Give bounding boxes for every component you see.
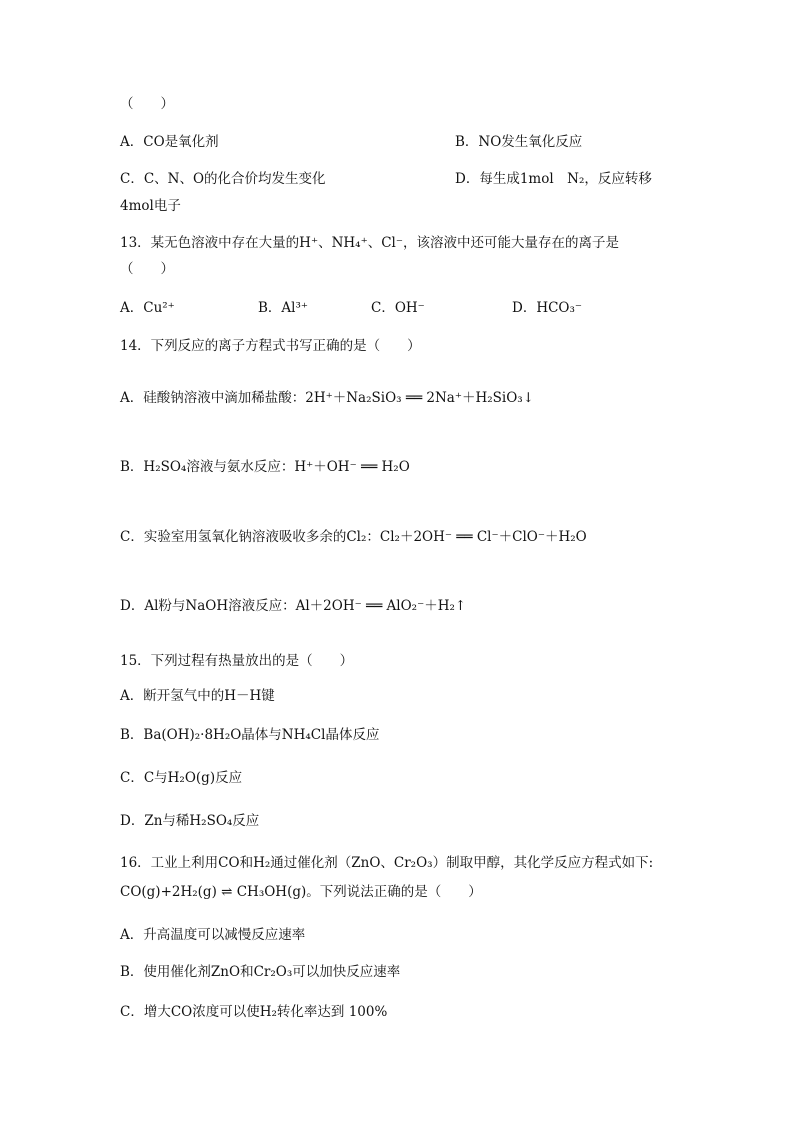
- q14-stem: 14．下列反应的离子方程式书写正确的是（ ）: [120, 338, 421, 354]
- q15-option-c: C．C与H₂O(g)反应: [120, 770, 243, 786]
- q16-stem: 16．工业上利用CO和H₂通过催化剂（ZnO、Cr₂O₃）制取甲醇，其化学反应方程式如下:: [120, 855, 654, 871]
- q12-option-a: A．CO是氧化剂: [120, 134, 219, 150]
- q13-paren: （ ）: [120, 261, 174, 277]
- q15-option-a: A．断开氢气中的H－H键: [120, 688, 275, 704]
- q15-stem: 15．下列过程有热量放出的是（ ）: [120, 653, 354, 669]
- q16-equation: CO(g)+2H₂(g) ⇌ CH₃OH(g)。下列说法正确的是（ ）: [120, 884, 482, 900]
- q15-option-d: D．Zn与稀H₂SO₄反应: [120, 813, 260, 829]
- q12-option-d-cont: 4mol电子: [120, 198, 181, 214]
- q16-option-b: B．使用催化剂ZnO和Cr₂O₃可以加快反应速率: [120, 964, 401, 980]
- q16-option-a: A．升高温度可以减慢反应速率: [120, 927, 306, 943]
- q13-option-b: B．Al³⁺: [258, 300, 309, 316]
- q14-option-a: A．硅酸钠溶液中滴加稀盐酸：2H⁺＋Na₂SiO₃ ══ 2Na⁺＋H₂SiO₃↓: [120, 390, 535, 406]
- q12-option-c: C．C、N、O的化合价均发生变化: [120, 171, 326, 187]
- q12-option-b: B．NO发生氧化反应: [455, 134, 583, 150]
- q13-stem: 13．某无色溶液中存在大量的H⁺、NH₄⁺、Cl⁻，该溶液中还可能大量存在的离子是: [120, 235, 619, 251]
- q15-option-b: B．Ba(OH)₂·8H₂O晶体与NH₄Cl晶体反应: [120, 727, 380, 743]
- q12-option-d: D．每生成1mol N₂，反应转移: [455, 171, 652, 187]
- q16-option-c: C．增大CO浓度可以使H₂转化率达到 100%: [120, 1004, 388, 1020]
- q13-option-d: D．HCO₃⁻: [512, 300, 583, 316]
- q13-option-c: C．OH⁻: [371, 300, 425, 316]
- q14-option-d: D．Al粉与NaOH溶液反应：Al＋2OH⁻ ══ AlO₂⁻＋H₂↑: [120, 598, 467, 614]
- q13-option-a: A．Cu²⁺: [120, 300, 175, 316]
- q14-option-b: B．H₂SO₄溶液与氨水反应：H⁺＋OH⁻ ══ H₂O: [120, 459, 410, 475]
- q12-paren: （ ）: [120, 96, 174, 112]
- q14-option-c: C．实验室用氢氧化钠溶液吸收多余的Cl₂：Cl₂＋2OH⁻ ══ Cl⁻＋ClO⁻＋H₂O: [120, 529, 587, 545]
